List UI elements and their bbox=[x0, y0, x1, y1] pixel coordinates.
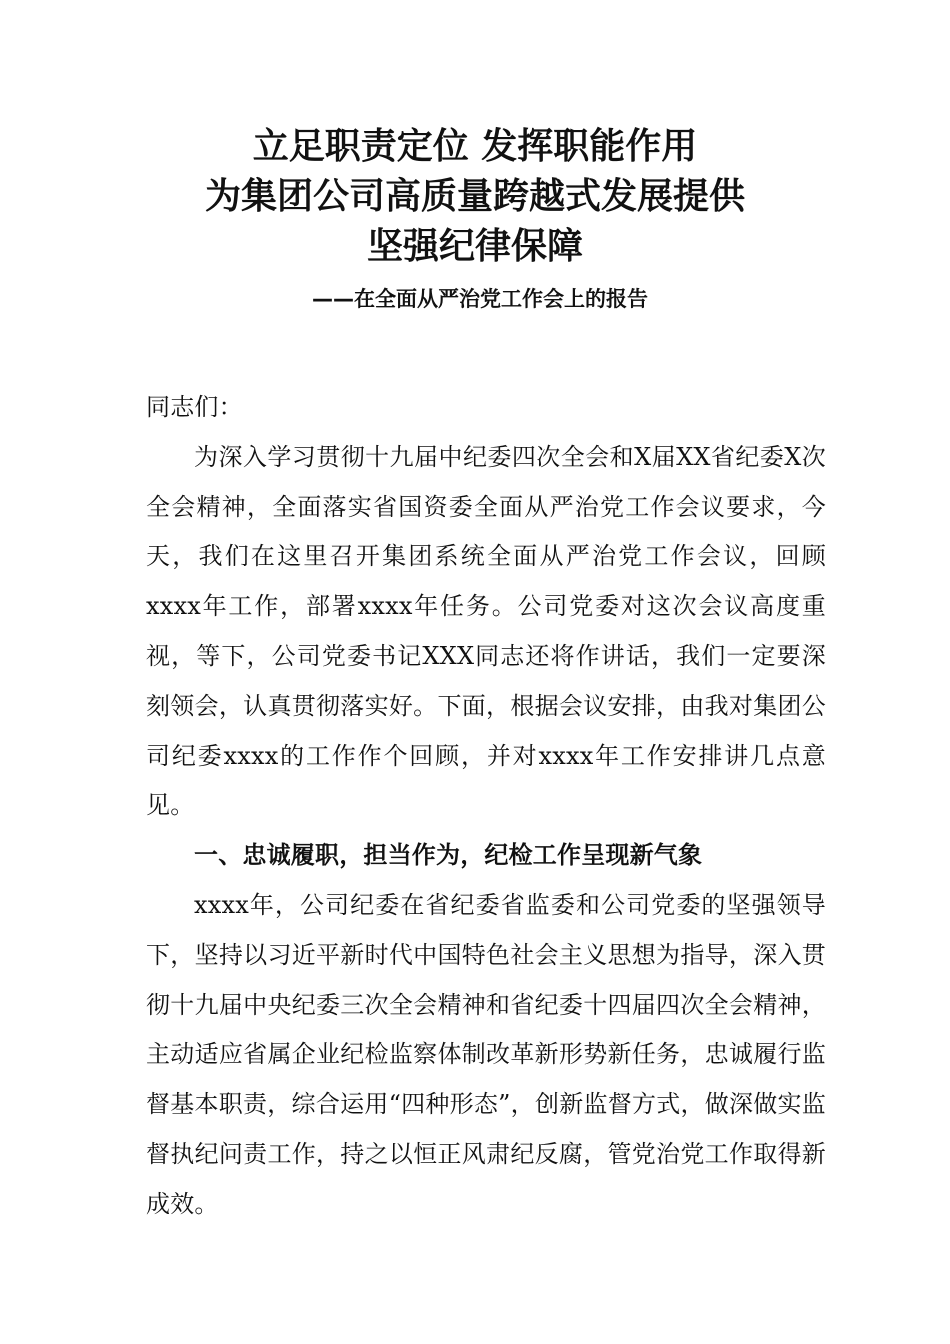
section-heading: 一、忠诚履职，担当作为，纪检工作呈现新气象 bbox=[194, 841, 703, 870]
salutation: 同志们： bbox=[146, 393, 243, 421]
section-paragraph: xxxx年，公司纪委在省纪委省监委和公司党委的坚强领导下，坚持以习近平新时代中国特色社会主义思想为指导，深入贯彻十九届中央纪委三次全会精神和省纪委十四届四次全会精神，主动适应省属企业纪检监察体制改革新形势新任务，忠诚履行监督基本职责，综合运用“四种形态”，创新监督方式，做深做实监督执纪问责工作，持之以恒正风肃纪反腐，管党治党工作取得新成效。 bbox=[146, 890, 826, 1218]
intro-paragraph: 为深入学习贯彻十九届中纪委四次全会和X届XX省纪委X次全会精神，全面落实省国资委全面从严治党工作会议要求，今天，我们在这里召开集团系统全面从严治党工作会议，回顾xxxx年工作，部署xxxx年任务。公司党委对这次会议高度重视，等下，公司党委书记XXX同志还将作讲话，我们一定要深刻领会，认真贯彻落实好。下面，根据会议安排，由我对集团公司纪委xxxx的工作作个回顾，并对xxxx年工作安排讲几点意见。 bbox=[146, 442, 826, 820]
title-line-1: 立足职责定位 发挥职能作用 bbox=[252, 126, 698, 167]
report-body bbox=[146, 383, 826, 1230]
report-title bbox=[0, 122, 950, 272]
report-subtitle: ——在全面从严治党工作会上的报告 bbox=[312, 287, 648, 311]
title-line-2: 为集团公司高质量跨越式发展提供 bbox=[204, 176, 745, 217]
title-line-3: 坚强纪律保障 bbox=[366, 226, 583, 267]
